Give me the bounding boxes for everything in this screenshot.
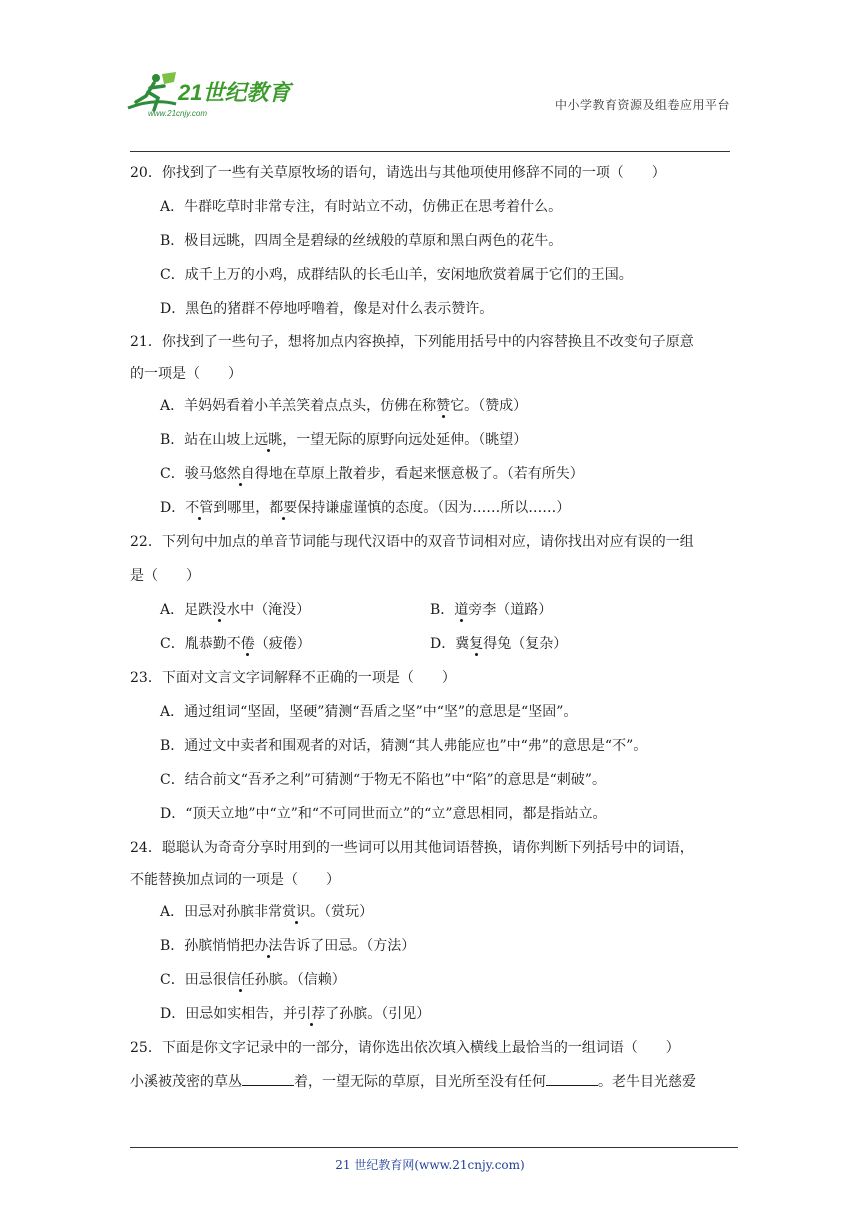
footer-rule (130, 1147, 738, 1148)
q23-option-d: D．“顶天立地”中“立”和“不可同世而立”的“立”意思相同，都是指站立。 (160, 806, 607, 822)
q22-option-b: B．道旁李（道路） (430, 602, 553, 618)
q21-dotted-word: 赞 (436, 398, 451, 414)
site-logo (124, 68, 294, 120)
fill-blank (242, 1073, 294, 1086)
q23-stem: 23．下面对文言文字词解释不正确的一项是（ ） (130, 670, 456, 686)
q24-option-c: C．田忌很信任孙膑。（信赖） (160, 972, 346, 988)
q21-dotted-word: 悠然自得 (212, 466, 269, 482)
q20-option-b: B．极目远眺，四周全是碧绿的丝绒般的草原和黑白两色的花牛。 (160, 233, 563, 249)
logo-url: www.21cnjy.com (148, 109, 207, 118)
q21-dotted-word: 不管 (185, 500, 214, 516)
page-header (124, 64, 730, 152)
q22-option-c: C．胤恭勤不倦（疲倦） (160, 636, 311, 652)
q24-dotted-word: 引荐 (297, 1006, 326, 1022)
q25-passage: 小溪被茂密的草丛 着，一望无际的草原，目光所至没有任何 。老牛目光慈爱 (130, 1074, 696, 1090)
header-rule (130, 151, 730, 152)
q24-option-d: D．田忌如实相告，并引荐了孙膑。（引见） (160, 1006, 431, 1022)
q20-option-c: C．成千上万的小鸡，成群结队的长毛山羊，安闲地欣赏着属于它们的王国。 (160, 267, 633, 283)
q21-dotted-word: 都要 (269, 500, 298, 516)
q23-option-a: A．通过组词“坚固，坚硬”猜测“吾盾之坚”中“坚”的意思是“坚固”。 (160, 704, 578, 720)
q24-dotted-word: 赏识 (282, 904, 311, 920)
q22-dotted-word: 没 (212, 602, 227, 618)
q25-stem: 25．下面是你文字记录中的一部分，请你选出依次填入横线上最恰当的一组词语（ ） (130, 1040, 680, 1056)
platform-label: 中小学教育资源及组卷应用平台 (554, 98, 730, 112)
q23-option-b: B．通过文中卖者和围观者的对话，猜测“其人弗能应也”中“弗”的意思是“不”。 (160, 738, 648, 754)
fill-blank (546, 1073, 598, 1086)
q22-dotted-word: 复 (469, 636, 484, 652)
q24-option-a: A．田忌对孙膑非常赏识。（赏玩） (160, 904, 374, 920)
q20-option-a: A．牛群吃草时非常专注，有时站立不动，仿佛正在思考着什么。 (160, 199, 563, 215)
q21-dotted-word: 远眺 (254, 432, 283, 448)
q20-stem: 20．你找到了一些有关草原牧场的语句，请选出与其他项使用修辞不同的一项（ ） (130, 165, 666, 181)
q21-option-c: C．骏马悠然自得地在草原上散着步，看起来惬意极了。（若有所失） (160, 466, 584, 482)
q23-option-c: C．结合前文“吾矛之利”可猜测“于物无不陷也”中“陷”的意思是“刺破”。 (160, 772, 606, 788)
q22-option-d: D．冀复得兔（复杂） (430, 636, 568, 652)
q21-stem-line2: 的一项是（ ） (130, 366, 242, 382)
q21-option-b: B．站在山坡上远眺，一望无际的原野向远处延伸。（眺望） (160, 432, 528, 448)
q21-stem-line1: 21．你找到了一些句子，想将加点内容换掉，下列能用括号中的内容替换且不改变句子原意 (130, 334, 694, 350)
q22-stem-line2: 是（ ） (130, 568, 200, 584)
q21-option-d: D．不管到哪里，都要保持谦虚谨慎的态度。（因为……所以……） (160, 500, 571, 516)
q24-stem-line2: 不能替换加点词的一项是（ ） (130, 872, 340, 888)
q22-stem-line1: 22．下列句中加点的单音节词能与现代汉语中的双音节词相对应，请你找出对应有误的一组 (130, 534, 694, 550)
logo-text: 21世纪教育 (178, 80, 291, 105)
q24-dotted-word: 办法 (254, 938, 283, 954)
q22-option-a: A．足跌没水中（淹没） (160, 602, 311, 618)
q20-option-d: D．黑色的猪群不停地呼噜着，像是对什么表示赞许。 (160, 301, 494, 317)
q21-option-a: A．羊妈妈看着小羊羔笑着点点头，仿佛在称赞它。（赞成） (160, 398, 528, 414)
footer-text: 21 世纪教育网(www.21cnjy.com) (335, 1158, 525, 1172)
q22-dotted-word: 倦 (240, 636, 255, 652)
q24-dotted-word: 信任 (226, 972, 255, 988)
q22-dotted-word: 道 (454, 602, 469, 618)
q24-option-b: B．孙膑悄悄把办法告诉了田忌。（方法） (160, 938, 416, 954)
q24-stem-line1: 24．聪聪认为奇奇分享时用到的一些词可以用其他词语替换，请你判断下列括号中的词语， (130, 840, 694, 856)
